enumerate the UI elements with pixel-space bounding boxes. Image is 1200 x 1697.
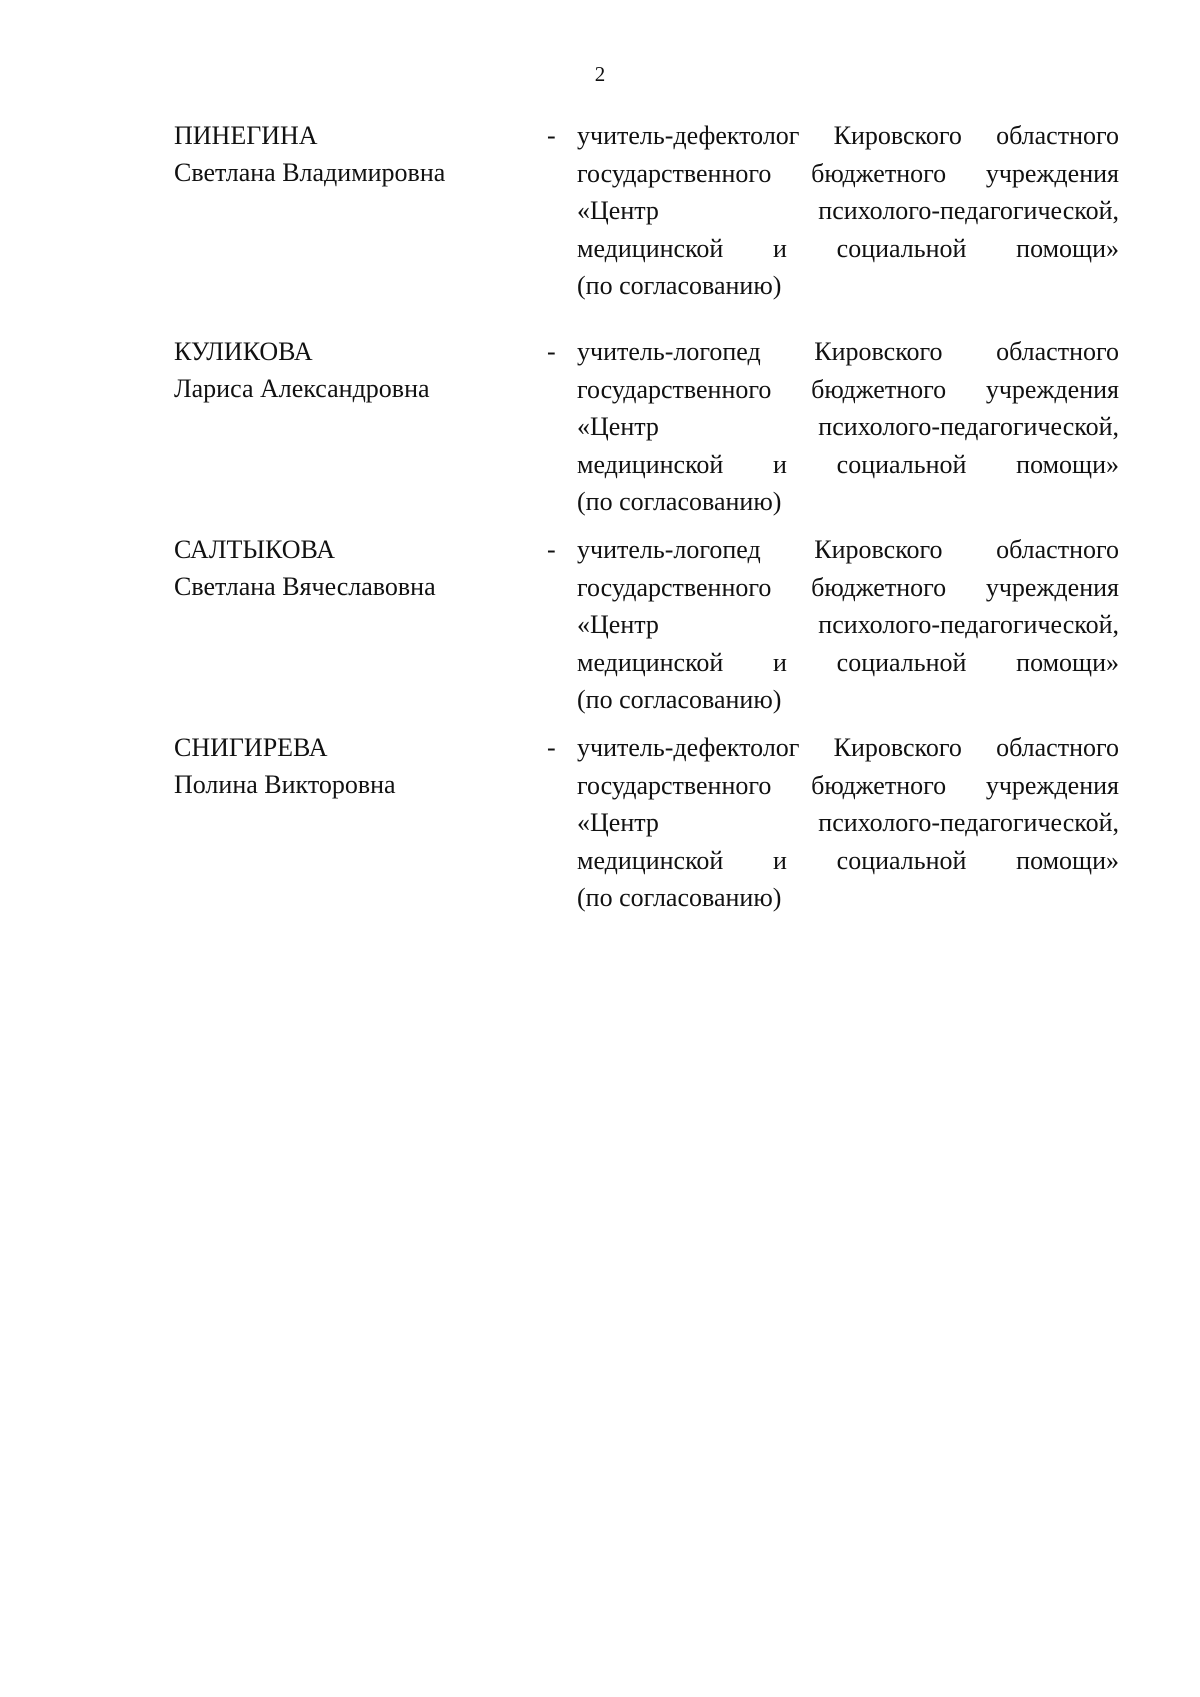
member-position [577,531,1119,719]
separator-dash: - [547,535,556,564]
position-line: учитель-логопед Кировского областного [577,337,1119,366]
page-number: 2 [594,62,606,86]
position-line: медицинской и социальной помощи» [577,449,1119,479]
member-name [174,333,514,407]
member-surname: КУЛИКОВА [174,337,313,366]
member-name [174,729,514,803]
member-name [174,531,514,605]
member-position [577,333,1119,521]
position-line: учитель-логопед Кировского областного [577,535,1119,564]
member-position [577,729,1119,917]
position-line: (по согласованию) [577,685,782,715]
separator-dash: - [547,337,556,366]
member-surname: САЛТЫКОВА [174,535,335,564]
position-line: государственного бюджетного учреждения [577,770,1119,800]
member-surname: СНИГИРЕВА [174,733,328,762]
position-line: «Центр психолого-педагогической, [577,610,1119,640]
member-given-names: Полина Викторовна [174,770,396,799]
member-given-names: Светлана Владимировна [174,158,446,187]
position-line: «Центр психолого-педагогической, [577,412,1119,442]
position-line: государственного бюджетного учреждения [577,572,1119,602]
member-given-names: Лариса Александровна [174,374,430,403]
position-line: (по согласованию) [577,883,782,913]
position-line: учитель-дефектолог Кировского областного [577,121,1119,150]
member-name [174,117,514,191]
position-line: медицинской и социальной помощи» [577,845,1119,875]
position-line: медицинской и социальной помощи» [577,233,1119,263]
member-position [577,117,1119,305]
position-line: (по согласованию) [577,487,782,517]
position-line: «Центр психолого-педагогической, [577,196,1119,226]
position-line: (по согласованию) [577,271,782,301]
position-line: медицинской и социальной помощи» [577,647,1119,677]
position-line: государственного бюджетного учреждения [577,158,1119,188]
separator-dash: - [547,733,556,762]
member-surname: ПИНЕГИНА [174,121,318,150]
position-line: учитель-дефектолог Кировского областного [577,733,1119,762]
position-line: «Центр психолого-педагогической, [577,808,1119,838]
separator-dash: - [547,121,556,150]
position-line: государственного бюджетного учреждения [577,374,1119,404]
member-given-names: Светлана Вячеславовна [174,572,436,601]
